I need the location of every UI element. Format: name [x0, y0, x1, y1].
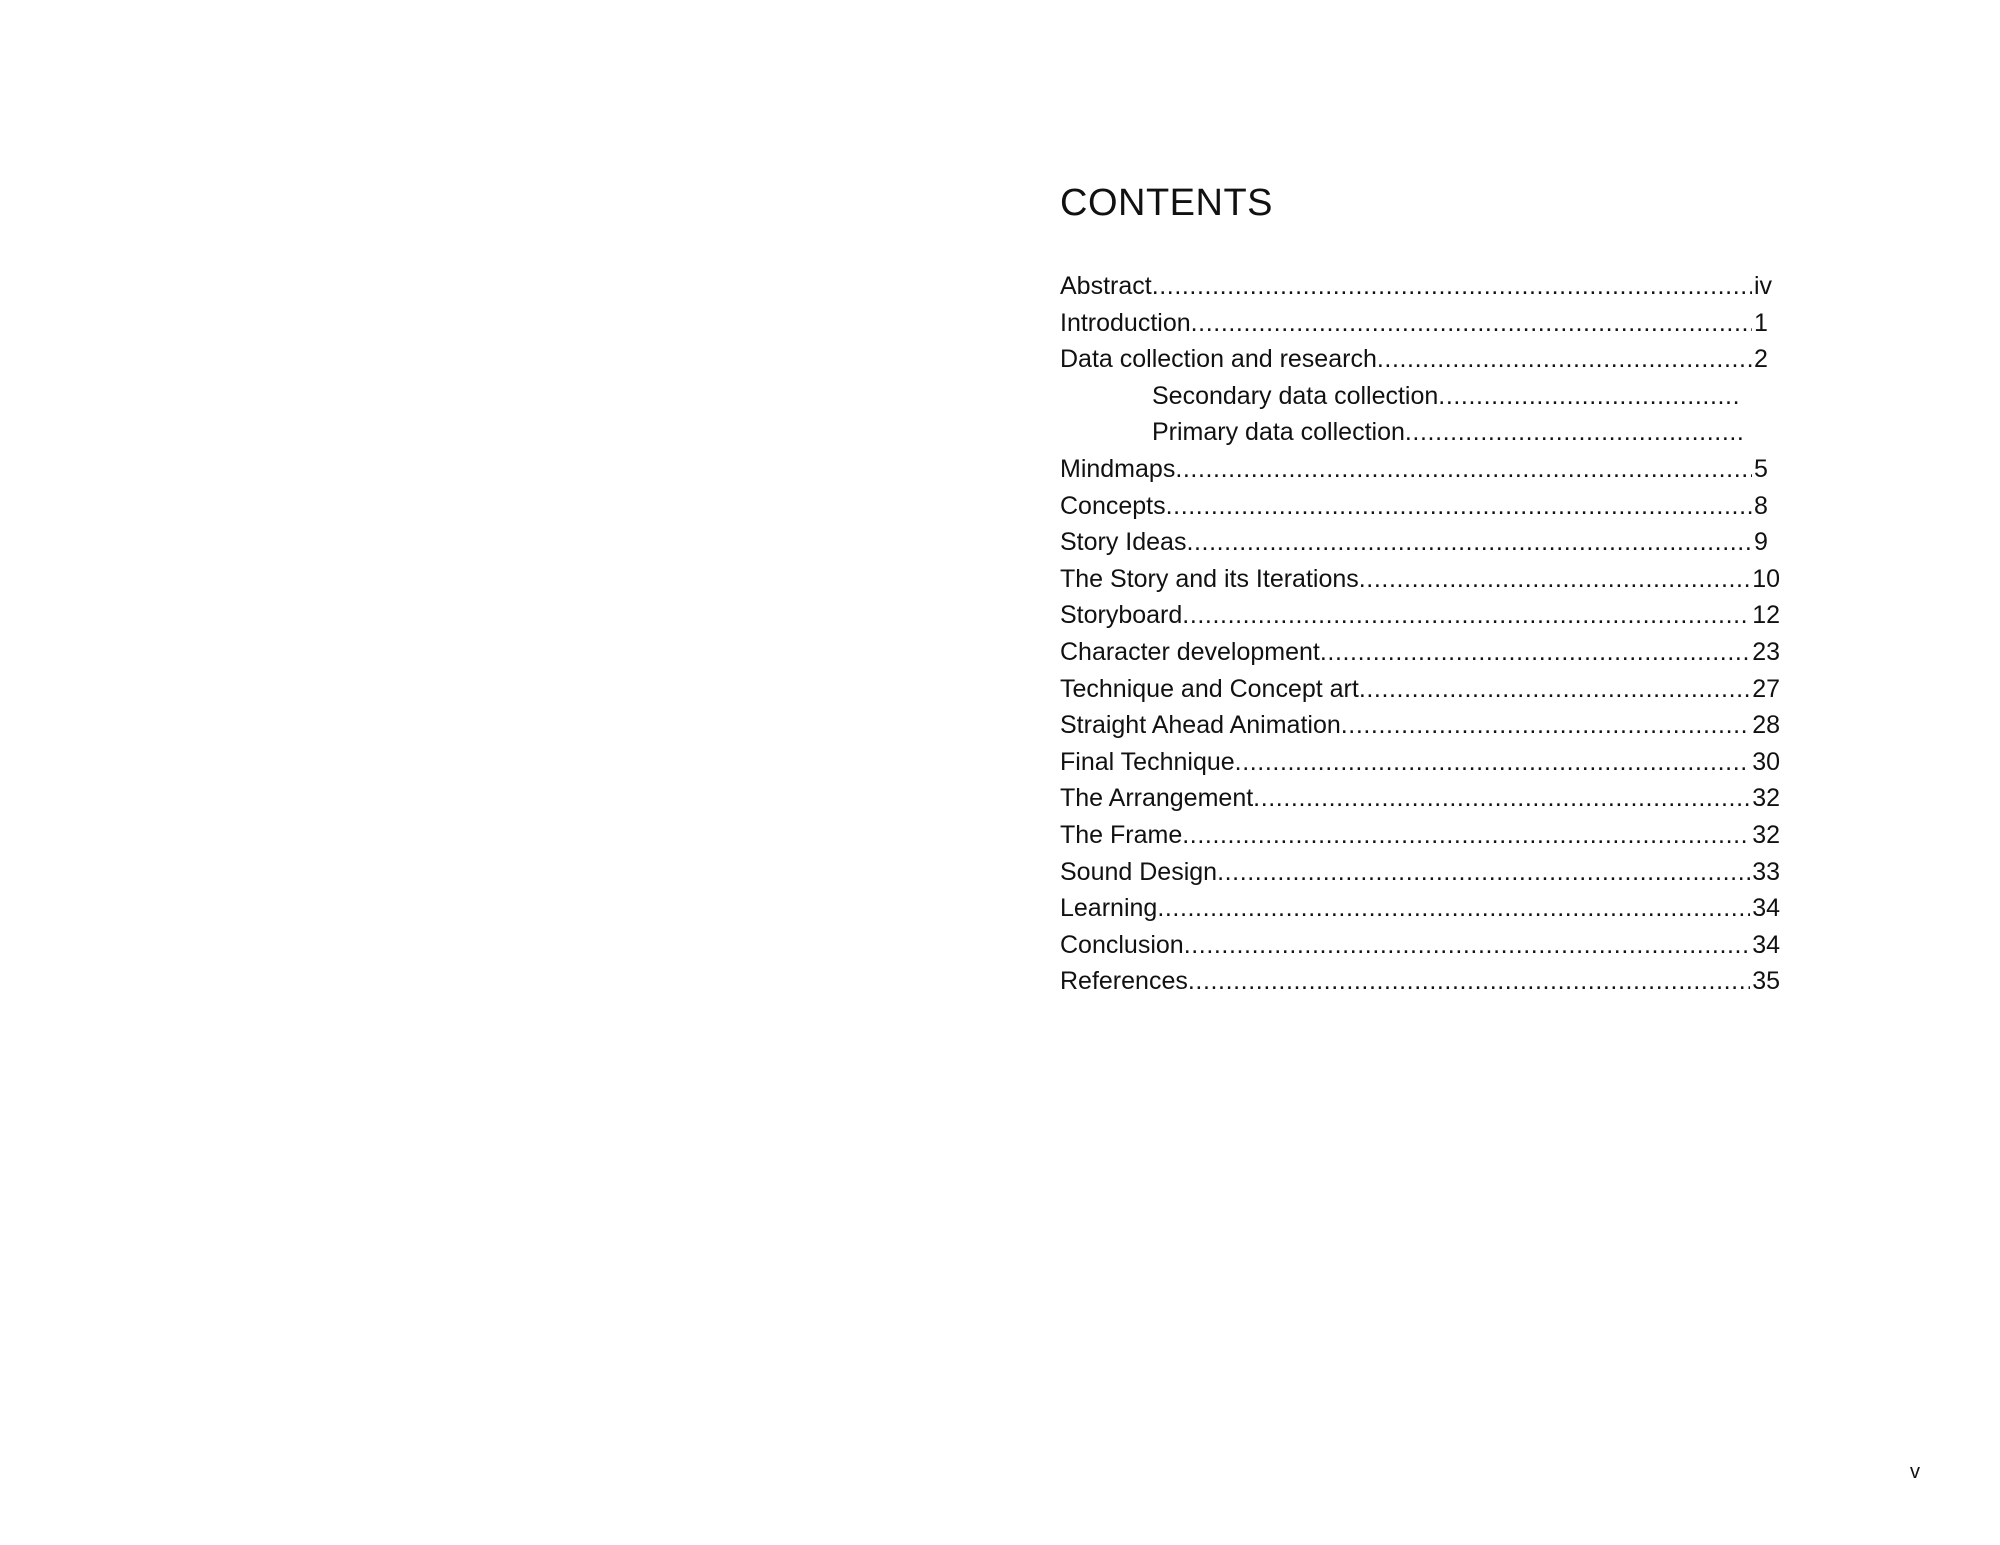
toc-entry-label: Sound Design	[1060, 857, 1218, 886]
toc-entry-page: 33	[1752, 857, 1780, 886]
toc-entry-label: The Frame	[1060, 820, 1183, 849]
toc-leader-dots	[1182, 817, 1750, 854]
toc-entry[interactable]	[1060, 744, 1780, 781]
toc-entry-page: 30	[1752, 747, 1780, 776]
table-of-contents	[1060, 178, 1780, 1000]
toc-entry-label: The Story and its Iterations	[1060, 564, 1359, 593]
toc-entry[interactable]	[1060, 890, 1780, 927]
toc-entry-label: Storyboard	[1060, 601, 1183, 630]
toc-leader-dots	[1191, 305, 1752, 342]
toc-entry-page: 1	[1754, 308, 1768, 337]
toc-subentry[interactable]	[1060, 414, 1780, 451]
toc-entry[interactable]	[1060, 488, 1780, 525]
toc-entry[interactable]	[1060, 305, 1780, 342]
toc-entry-label: The Arrangement	[1060, 784, 1254, 813]
toc-entry-page: 10	[1752, 564, 1780, 593]
toc-entry-label: References	[1060, 967, 1188, 996]
toc-entry[interactable]	[1060, 524, 1780, 561]
toc-entry-page: 35	[1752, 967, 1780, 996]
toc-leader-dots	[1157, 890, 1750, 927]
toc-leader-dots	[1359, 561, 1750, 598]
toc-entry[interactable]	[1060, 963, 1780, 1000]
toc-entry-label: Story Ideas	[1060, 528, 1187, 557]
toc-entry-page: 32	[1752, 784, 1780, 813]
toc-entry[interactable]	[1060, 451, 1780, 488]
toc-leader-dots	[1217, 854, 1750, 891]
toc-entry[interactable]	[1060, 341, 1780, 378]
toc-entry-page: 12	[1752, 601, 1780, 630]
toc-entry-page: iv	[1754, 272, 1773, 300]
toc-entry-label: Data collection and research	[1060, 345, 1377, 374]
toc-leader-dots	[1184, 927, 1751, 964]
toc-entry-label: Mindmaps	[1060, 454, 1176, 483]
toc-leader-dots	[1405, 414, 1742, 451]
toc-leader-dots	[1166, 488, 1752, 525]
toc-entry-page: 34	[1752, 930, 1780, 959]
toc-entry-label: Primary data collection	[1152, 418, 1405, 447]
toc-leader-dots	[1235, 744, 1751, 781]
toc-entry[interactable]	[1060, 817, 1780, 854]
toc-leader-dots	[1152, 268, 1752, 305]
toc-entry-label: Learning	[1060, 894, 1158, 923]
toc-leader-dots	[1341, 707, 1750, 744]
toc-entry[interactable]	[1060, 268, 1780, 305]
toc-leader-dots	[1377, 341, 1752, 378]
toc-leader-dots	[1359, 671, 1750, 708]
toc-leader-dots	[1182, 597, 1750, 634]
toc-leader-dots	[1188, 963, 1750, 1000]
toc-list	[1060, 268, 1780, 1000]
page-number: v	[1910, 1461, 1920, 1483]
toc-entry[interactable]	[1060, 707, 1780, 744]
toc-entry-label: Abstract	[1060, 272, 1152, 300]
toc-entry-page: 5	[1754, 454, 1768, 483]
toc-entry-page: 28	[1752, 711, 1780, 740]
toc-entry-page: 32	[1752, 820, 1780, 849]
toc-entry-label: Secondary data collection	[1152, 381, 1439, 410]
toc-leader-dots	[1186, 524, 1752, 561]
contents-title: CONTENTS	[1060, 182, 1273, 224]
toc-leader-dots	[1253, 780, 1750, 817]
toc-entry[interactable]	[1060, 597, 1780, 634]
toc-entry-label: Introduction	[1060, 308, 1191, 337]
toc-entry[interactable]	[1060, 854, 1780, 891]
toc-entry-page: 8	[1754, 491, 1768, 520]
toc-entry-page: 2	[1754, 345, 1768, 374]
toc-leader-dots	[1320, 634, 1750, 671]
toc-entry-label: Character development	[1060, 637, 1320, 666]
toc-entry-label: Final Technique	[1060, 747, 1235, 776]
toc-entry-label: Conclusion	[1060, 930, 1184, 959]
toc-entry-page: 23	[1752, 637, 1780, 666]
toc-entry-label: Technique and Concept art	[1060, 674, 1359, 703]
toc-leader-dots	[1438, 378, 1742, 415]
toc-subentry[interactable]	[1060, 378, 1780, 415]
toc-entry[interactable]	[1060, 927, 1780, 964]
toc-leader-dots	[1175, 451, 1752, 488]
toc-entry-page: 34	[1752, 894, 1780, 923]
toc-entry-label: Straight Ahead Animation	[1060, 711, 1341, 740]
toc-entry-label: Concepts	[1060, 491, 1166, 520]
toc-entry[interactable]	[1060, 561, 1780, 598]
toc-entry[interactable]	[1060, 634, 1780, 671]
toc-entry[interactable]	[1060, 671, 1780, 708]
toc-entry[interactable]	[1060, 780, 1780, 817]
toc-entry-page: 27	[1752, 674, 1780, 703]
toc-entry-page: 9	[1754, 528, 1768, 557]
